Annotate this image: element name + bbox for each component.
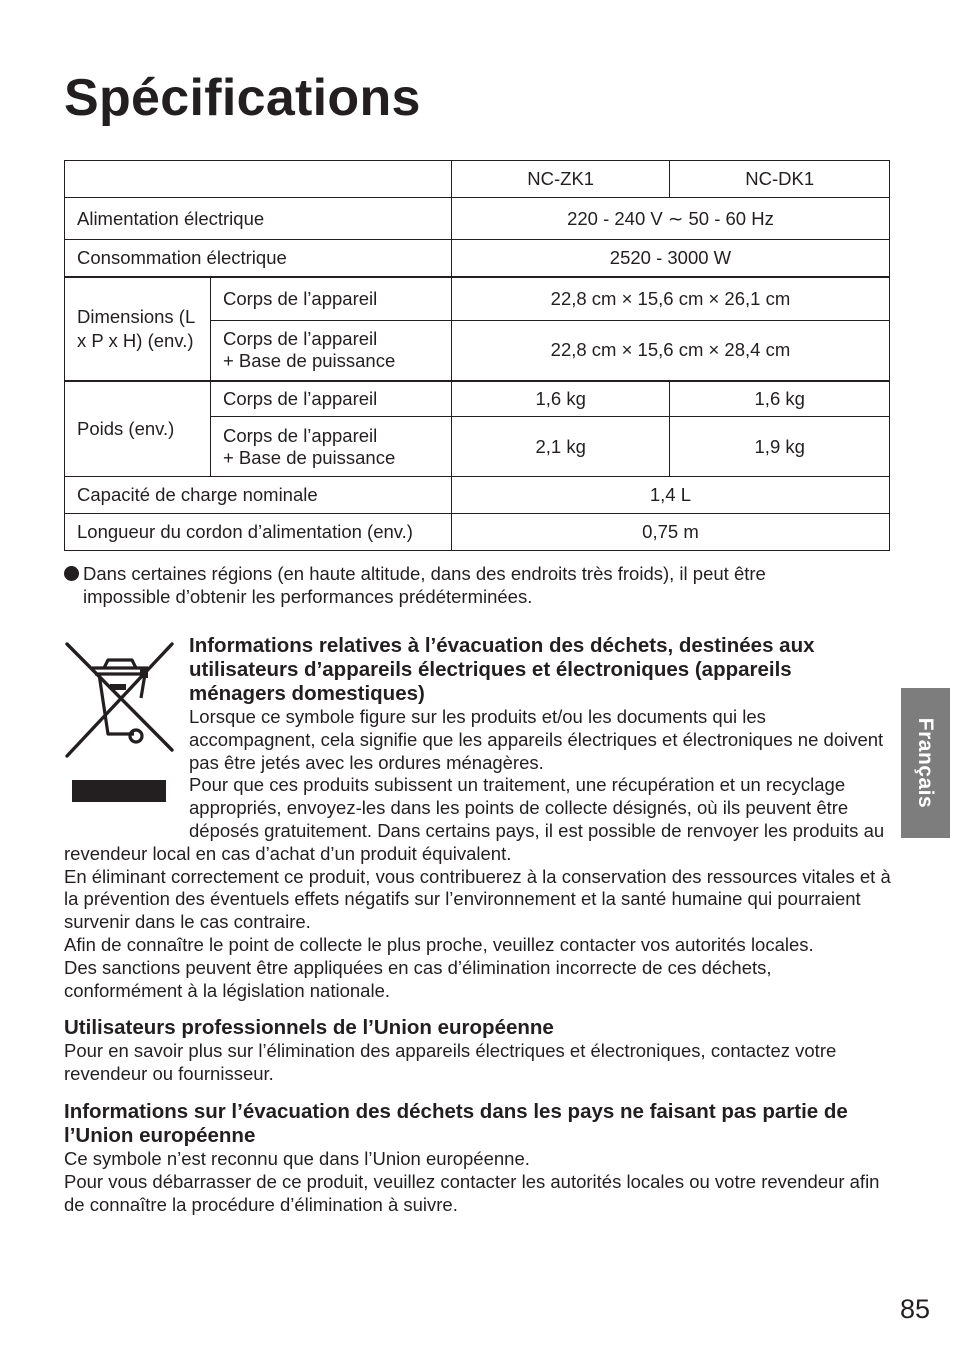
dimensions-body-base-label: [210, 321, 451, 381]
disposal-paragraph: Des sanctions peuvent être appliquées en cas d’élimination incorrecte de ces déchets, conformément à la législation nationale.: [64, 956, 772, 1001]
weight-body-base-label: [210, 417, 451, 477]
note-line-1: Dans certaines régions (en haute altitude, dans des endroits très froids), il peut être: [83, 563, 766, 584]
power-consumption-value: 2520 - 3000 W: [451, 240, 889, 277]
table-row: [65, 477, 890, 514]
weight-body-base-dk1: 1,9 kg: [670, 417, 890, 477]
header-empty-cell: [65, 161, 452, 198]
cord-length-value: 0,75 m: [451, 514, 889, 551]
table-row: [65, 277, 890, 321]
weight-label: Poids (env.): [65, 381, 211, 477]
page-title: Spécifications: [64, 69, 421, 127]
dimensions-label: Dimensions (L x P x H) (env.): [65, 277, 211, 381]
performance-note: [64, 562, 894, 608]
note-line-2: impossible d’obtenir les performances prédéterminées.: [83, 586, 533, 607]
cord-length-label: Longueur du cordon d’alimentation (env.): [65, 514, 452, 551]
model-nc-zk1-header: NC-ZK1: [451, 161, 670, 198]
disposal-paragraph: Lorsque ce symbole figure sur les produits et/ou les documents qui les accompagnent, cela signifie que les appareils électriques et électroniques ne doivent pas être jetés avec les ordures ménagères.: [189, 706, 884, 773]
language-tab-label: Français: [914, 717, 938, 809]
table-row: [65, 240, 890, 277]
power-supply-label: Alimentation électrique: [65, 198, 452, 240]
dimensions-body-base-value: 22,8 cm × 15,6 cm × 28,4 cm: [451, 321, 889, 381]
disposal-paragraph: Afin de connaître le point de collecte le plus proche, veuillez contacter vos autorités locales.: [64, 933, 814, 955]
disposal-heading: Informations relatives à l’évacuation des déchets, destinées aux utilisateurs d’appareils électriques et électroniques (appareils ménagers domestiques): [189, 634, 815, 705]
weight-body-base-zk1: 2,1 kg: [451, 417, 670, 477]
table-header-row: [65, 161, 890, 198]
non-eu-heading: Informations sur l’évacuation des déchets dans les pays ne faisant pas partie de l’Union européenne: [64, 1099, 848, 1147]
non-eu-text: Pour vous débarrasser de ce produit, veuillez contacter les autorités locales ou votre revendeur afin de connaître la procédure d’élimination à suivre.: [64, 1170, 880, 1215]
table-row: [65, 198, 890, 240]
disposal-paragraph: Pour que ces produits subissent un traitement, une récupération et un recyclage appropriés, envoyez-les dans les points de collecte désignés, où ils peuvent être déposés gratuitement. Dans certains pays, il est possible de renvoyer les produits au revendeur local en cas d’achat d’un produit équivalent.: [64, 774, 885, 864]
table-row: [65, 514, 890, 551]
professional-users-heading: Utilisateurs professionnels de l’Union européenne: [64, 1016, 554, 1040]
label-line: + Base de puissance: [222, 446, 396, 468]
disposal-paragraph: En éliminant correctement ce produit, vous contribuerez à la conservation des ressources vitales et à la prévention des éventuels effets négatifs sur l’environnement et la santé humaine qui pourraient survenir dans le cas contraire.: [64, 865, 891, 933]
label-line: + Base de puissance: [222, 350, 396, 372]
language-tab: [901, 688, 950, 838]
power-consumption-label: Consommation électrique: [65, 240, 452, 277]
disposal-section: [64, 634, 894, 1216]
capacity-label: Capacité de charge nominale: [65, 477, 452, 514]
dimensions-body-value: 22,8 cm × 15,6 cm × 26,1 cm: [451, 277, 889, 321]
table-row: [65, 381, 890, 417]
page-number: 85: [900, 1294, 931, 1324]
dimensions-body-label: Corps de l’appareil: [210, 277, 451, 321]
label-line: Corps de l’appareil: [222, 328, 378, 350]
weight-body-zk1: 1,6 kg: [451, 381, 670, 417]
label-line: Corps de l’appareil: [222, 424, 378, 446]
capacity-value: 1,4 L: [451, 477, 889, 514]
weight-body-label: Corps de l’appareil: [210, 381, 451, 417]
professional-users-text: Pour en savoir plus sur l’élimination des appareils électriques et électroniques, contactez votre revendeur ou fournisseur.: [64, 1040, 837, 1085]
non-eu-text: Ce symbole n’est reconnu que dans l’Union européenne.: [64, 1147, 530, 1169]
model-nc-dk1-header: NC-DK1: [670, 161, 890, 198]
bullet-icon: [64, 566, 79, 581]
specifications-table: [64, 160, 890, 551]
power-supply-value: 220 - 240 V ∼ 50 - 60 Hz: [451, 198, 889, 240]
weight-body-dk1: 1,6 kg: [670, 381, 890, 417]
